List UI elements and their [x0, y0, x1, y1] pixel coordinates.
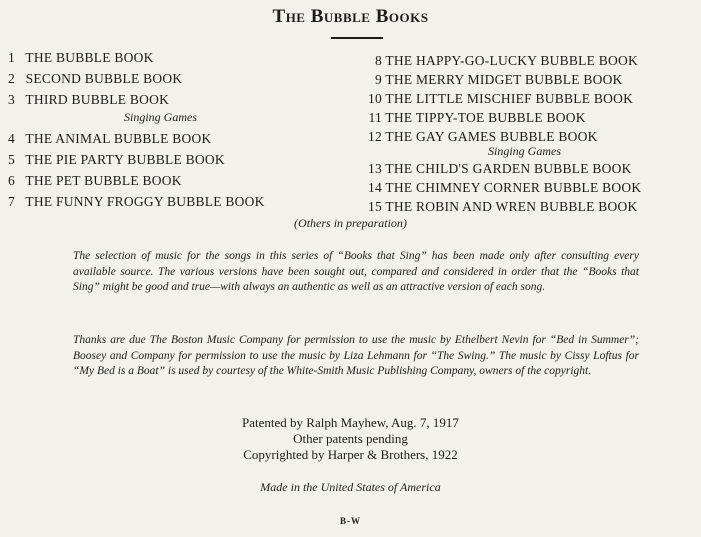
book-item — [8, 91, 169, 108]
book-number: 8 — [375, 53, 382, 68]
book-number: 11 — [368, 110, 382, 125]
section-subhead: Singing Games — [124, 110, 197, 124]
book-number: 1 — [8, 50, 15, 65]
book-number: 2 — [8, 71, 15, 86]
made-in-line: Made in the United States of America — [260, 480, 441, 494]
patent-line: Patented by Ralph Mayhew, Aug. 7, 1917 — [242, 415, 459, 430]
book-title: THE TIPPY-TOE BUBBLE BOOK — [385, 110, 586, 125]
book-number: 3 — [8, 92, 15, 107]
book-title: THE PET BUBBLE BOOK — [25, 173, 182, 188]
book-title: THE FUNNY FROGGY BUBBLE BOOK — [25, 194, 265, 209]
book-number: 5 — [8, 152, 15, 167]
book-number: 9 — [375, 72, 382, 87]
book-item — [358, 179, 641, 196]
book-item — [358, 198, 638, 215]
book-item — [358, 109, 586, 126]
book-title: THIRD BUBBLE BOOK — [25, 92, 170, 107]
title-rule — [331, 37, 383, 39]
book-title: THE ANIMAL BUBBLE BOOK — [25, 131, 212, 146]
book-item — [358, 90, 633, 107]
book-title: THE LITTLE MISCHIEF BUBBLE BOOK — [385, 91, 634, 106]
book-item — [358, 52, 638, 69]
book-title: THE HAPPY-GO-LUCKY BUBBLE BOOK — [385, 53, 639, 68]
book-item — [358, 71, 623, 88]
book-title: THE CHIMNEY CORNER BUBBLE BOOK — [385, 180, 642, 195]
book-item — [8, 130, 212, 147]
page-title: The Bubble Books — [272, 6, 429, 27]
copyright-line: Copyrighted by Harper & Brothers, 1922 — [243, 447, 458, 462]
book-title: THE ROBIN AND WREN BUBBLE BOOK — [385, 199, 638, 214]
selection-paragraph: The selection of music for the songs in this series of “Books that Sing” has been made only after consulting every available source. The various versions have been sought out, compared and considered in order that the “Books that Sing” might be good and true—with always an authentic as well as an attractive version of each song. — [73, 250, 639, 293]
thanks-paragraph: Thanks are due The Boston Music Company for permission to use the music by Ethelbert Nevin for “Bed in Summer”; Boosey and Company for permission to use the music by Liza Lehmann for “The Swing.” The music by Cissy Loftus for “My Bed is a Boat” is used by courtesy of the White-Smith Music Publishing Company, owners of the copyright. — [73, 334, 639, 377]
book-item — [8, 193, 265, 210]
book-item — [358, 160, 632, 177]
book-item — [8, 172, 182, 189]
book-item — [8, 70, 182, 87]
in-preparation-note: (Others in preparation) — [294, 216, 407, 230]
book-number: 6 — [8, 173, 15, 188]
book-title: THE MERRY MIDGET BUBBLE BOOK — [385, 72, 623, 87]
book-title: THE CHILD'S GARDEN BUBBLE BOOK — [385, 161, 632, 176]
book-title: SECOND BUBBLE BOOK — [25, 71, 183, 86]
page-code: B-W — [340, 516, 361, 526]
section-subhead: Singing Games — [488, 144, 561, 158]
book-number: 10 — [368, 91, 382, 106]
book-number: 14 — [368, 180, 382, 195]
pending-line: Other patents pending — [293, 431, 408, 446]
book-item — [8, 49, 154, 66]
book-title: THE GAY GAMES BUBBLE BOOK — [385, 129, 598, 144]
book-item — [8, 151, 225, 168]
book-title: THE PIE PARTY BUBBLE BOOK — [25, 152, 225, 167]
book-number: 15 — [368, 199, 382, 214]
book-title: THE BUBBLE BOOK — [25, 50, 154, 65]
book-number: 7 — [8, 194, 15, 209]
book-number: 12 — [368, 129, 382, 144]
book-number: 13 — [368, 161, 382, 176]
book-item — [358, 128, 598, 145]
book-number: 4 — [8, 131, 15, 146]
